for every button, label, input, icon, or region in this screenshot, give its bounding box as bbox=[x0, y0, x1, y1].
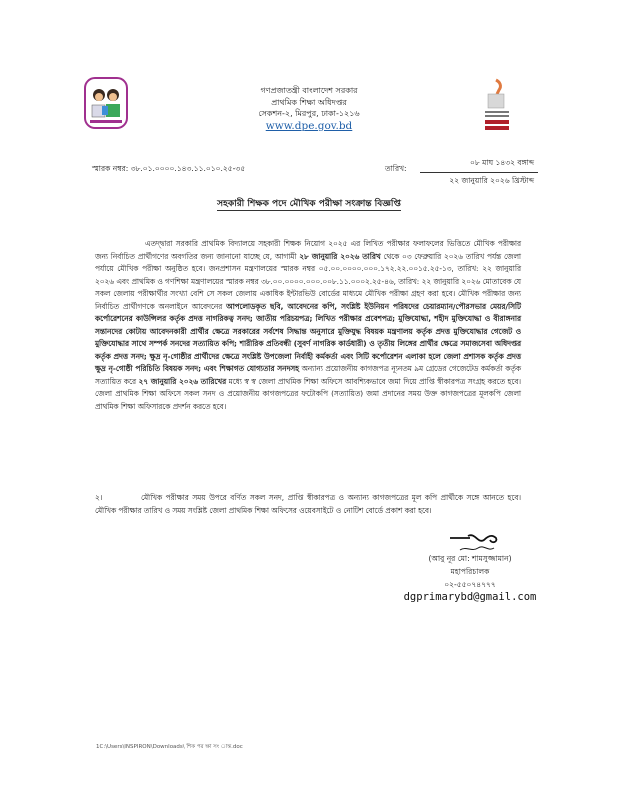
memo-label: স্মারক নম্বর: bbox=[92, 164, 129, 173]
date-block bbox=[420, 158, 538, 188]
signatory-designation: মহাপরিচালক bbox=[450, 567, 490, 576]
signatory-name: (আবু নূর মো: শামসুজ্জামান) bbox=[428, 554, 512, 563]
p1-text-a: এতদ্দ্বারা সরকারি প্রাথমিক বিদ্যালয়ে সহকারী শিক্ষক নিয়োগ ২০২৫ এর লিখিত পরীক্ষার ফলাফলের ভিত্তিতে মৌখিক পরীক্ষার জন্য নির্বাচিত প্রার্থীগণের অবগতির জন্য জানানো যাচ্ছে যে, আগামী bbox=[95, 239, 521, 261]
letterhead bbox=[160, 85, 458, 132]
p1-text-g: মধ্যে স্ব স্ব জেলা প্রাথমিক শিক্ষা অফিসে আবশ্যিকভাবে জমা দিয়ে প্রাপ্তি স্বীকারপত্র সংগ্রহ করতে হবে। জেলা প্রাথমিক শিক্ষা অফিসে সকল সনদ ও প্রয়োজনীয় কাগজপত্রের ফটোকপি (সত্যায়িত) জমা প্রদানের সময় উক্ত কাগজপত্রের মূলকপি জেলা প্রাথমিক শিক্ষা অফিসারকে প্রদর্শন করতে হবে। bbox=[95, 376, 521, 411]
election-logo bbox=[482, 78, 512, 136]
p1-text-c: থেকে ০৩ ফেব্রুয়ারি ২০২৬ তারিখ পর্যন্ত জেলা পর্যায়ে মৌখিক পরীক্ষা অনুষ্ঠিত হবে। জনপ্রশাসন মন্ত্রণালয়ের স্মারক নম্বর ০৫.০০.০০০০.০০০.১৭২.২২.০০১৫.২৫-১৩, তারিখ: ২২ জানুয়ারি ২০২৬ এবং প্রাথমিক ও গণশিক্ষা মন্ত্রণালয়ের স্মারক নম্বর ৩৮.০০.০০০০.০০০.০০৮.১১.০০০২.২৫-৪৬, তারিখ: ২২ জানুয়ারি ২০২৬ মোতাবেক যে সকল জেলায় পরীক্ষার্থীর সংখ্যা বেশি সে সকল জেলায় একাধিক ইন্টারভিউ বোর্ডের মাধ্যমে মৌখিক পরীক্ষা গ্রহণ করা হবে। মৌখিক পরীক্ষার জন্য নির্বাচিত প্রার্থীগণকে অনলাইনে আবেদনের bbox=[95, 251, 522, 311]
primary-education-logo bbox=[84, 75, 128, 130]
p1-text-e: অন্যান্য প্রয়োজনীয় কাগজপত্র ন্যূনতম ৯ম গ্রেডের গেজেটেড কর্মকর্তা কর্তৃক সত্যায়িত করে bbox=[95, 364, 521, 386]
date-bangla: ০৮ মাঘ ১৪৩২ বঙ্গাব্দ bbox=[420, 158, 538, 173]
p1-bold-deadline: ২৭ জানুয়ারি ২০২৬ তারিখের bbox=[138, 376, 227, 386]
signatory-email[interactable]: dgprimarybd@gmail.com bbox=[403, 591, 537, 603]
paragraph-1 bbox=[95, 238, 521, 413]
signature-block bbox=[400, 530, 540, 604]
p1-bold-documents: আপলোডকৃত ছবি, আবেদনের কপি, সংশ্লিষ্ট ইউনিয়ন পরিষদের চেয়ারম্যান/পৌরসভার মেয়র/সিটি কর্পোরেশনের কাউন্সিলর কর্তৃক প্রদত্ত নাগরিকত্ব সনদ; জাতীয় পরিচয়পত্র; লিখিত পরীক্ষার প্রবেশপত্র; মুক্তিযোদ্ধা, শহীদ মুক্তিযোদ্ধা ও বীরাঙ্গনার সন্তানদের কোটায় আবেদনকারী প্রার্থীর ক্ষেত্রে সরকারের সর্বশেষ সিদ্ধান্ত অনুসারে মুক্তিযুদ্ধ বিষয়ক মন্ত্রণালয় কর্তৃক প্রদত্ত মুক্তিযোদ্ধার গেজেট ও মুক্তিযোদ্ধার সাথে সম্পর্ক সনদের সত্যায়িত কপি; শারীরিক প্রতিবন্ধী (সুবর্ণ নাগরিক কার্ডধারী) ও তৃতীয় লিঙ্গের প্রার্থীর ক্ষেত্রে সমাজসেবা অধিদপ্তর কর্তৃক প্রদত্ত সনদ; ক্ষুদ্র নৃ-গোষ্ঠীর প্রার্থীদের ক্ষেত্রে সংশ্লিষ্ট উপজেলা নির্বাহী কর্মকর্তা এবং সিটি কর্পোরেশন এলাকা হলে জেলা প্রশাসক কর্তৃক প্রদত্ত ক্ষুদ্র নৃ-গোষ্ঠী পরিচিতি বিষয়ক সনদ; এবং শিক্ষাগত যোগ্যতার সনদসহ bbox=[95, 301, 521, 373]
subject-text: সহকারী শিক্ষক পদে মৌখিক পরীক্ষা সংক্রান্ত বিজ্ঞপ্তি bbox=[217, 199, 401, 209]
p2-number: ২। bbox=[95, 493, 103, 502]
address: সেকশন-২, মিরপুর, ঢাকা-১২১৬ bbox=[258, 109, 360, 118]
memo-value: ৩৮.০১.০০০০.১৪৩.১১.০১০.২৫-৩৫ bbox=[130, 164, 246, 173]
paragraph-2 bbox=[95, 492, 521, 517]
file-path-footer: 1C:\Users\INSPIRON\Downloads\ শিক পর ক্ষা সং ্রান্ত.doc bbox=[96, 744, 243, 750]
date-gregorian: ২২ জানুয়ারি ২০২৬ খ্রিস্টাব্দ bbox=[449, 176, 534, 185]
p1-bold-date-start: ২৮ জানুয়ারি ২০২৬ তারিখ bbox=[299, 251, 381, 261]
website-link[interactable]: www.dpe.gov.bd bbox=[265, 119, 353, 132]
p2-text: মৌখিক পরীক্ষার সময় উপরে বর্ণিত সকল সনদ, প্রাপ্তি স্বীকারপত্র ও অন্যান্য কাগজপত্রের মূল কপি প্রার্থীকে সঙ্গে আনতে হবে। মৌখিক পরীক্ষার তারিখ ও সময় সংশ্লিষ্ট জেলা প্রাথমিক শিক্ষা অফিসের ওয়েবসাইটে ও নোটিশ বোর্ডে প্রকাশ করা হবে। bbox=[95, 493, 521, 515]
memo-number bbox=[92, 164, 245, 176]
government-name: গণপ্রজাতন্ত্রী বাংলাদেশ সরকার bbox=[260, 86, 358, 95]
directorate-name: প্রাথমিক শিক্ষা অধিদপ্তর bbox=[271, 97, 347, 107]
date-label: তারিখ: bbox=[385, 164, 407, 173]
signature-image bbox=[400, 530, 540, 552]
notice-subject bbox=[0, 196, 618, 211]
signatory-phone: ০২-৫৫০৭৪৭৭৭ bbox=[444, 580, 496, 589]
